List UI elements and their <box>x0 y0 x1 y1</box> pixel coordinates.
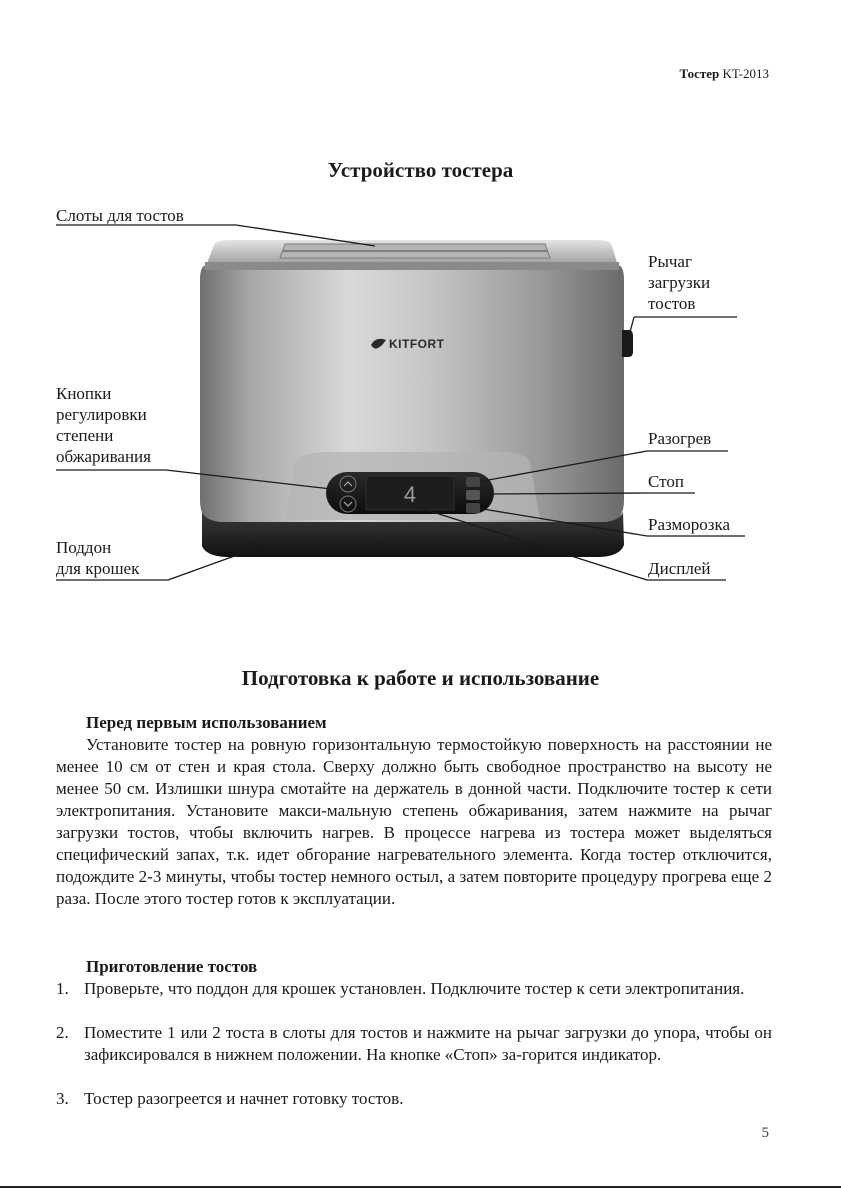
section-title-device: Устройство тостера <box>327 158 514 182</box>
label-slots: Слоты для тостов <box>56 206 184 225</box>
page-number: 5 <box>761 1125 769 1141</box>
list-item: 2. Поместите 1 или 2 тоста в слоты для тостов и нажмите на рычаг загрузки до упора, чтобы он зафиксировался в нижнем положении. На кнопке «Стоп» за-горится индикатор. <box>56 1023 772 1064</box>
list-item: 3. Тостер разогреется и начнет готовку тостов. <box>56 1089 404 1108</box>
defrost-button <box>466 503 480 513</box>
toaster-top-rim <box>205 262 619 270</box>
label-lever: Рычаг загрузки тостов <box>648 252 711 313</box>
label-display: Дисплей <box>648 559 711 578</box>
bottom-rule <box>0 1186 841 1188</box>
label-browning-buttons: Кнопки регулировки степени обжаривания <box>56 384 151 466</box>
header-product: Тостер <box>679 66 720 81</box>
label-stop: Стоп <box>648 472 684 491</box>
label-defrost: Разморозка <box>648 515 730 534</box>
toast-heading: Приготовление тостов <box>86 957 258 976</box>
toast-heading-block <box>56 956 772 978</box>
header-model: KT-2013 <box>722 66 769 81</box>
first-use-text: Установите тостер на ровную горизонтальную термостойкую поверхность на расстоянии не менее 10 см от стен и края стола. Сверху должно быть свободное пространство на высоту не менее 50 см. Излишки шнура смотайте на держатель в донной части. Подключите тостер к сети электропитания. Установите макси-мальную степень обжаривания, затем нажмите на рычаг загрузки тостов, чтобы включить нагрев. В процессе нагрева из тостера может выделяться специфический запах, т.к. идет обгорание нагревательного элемента. Когда тостер отключится, подождите 2-3 минуты, чтобы тостер немного остыл, а затем повторите процедуру прогрева еще 2 раза. После этого тостер готов к эксплуатации. <box>56 735 772 908</box>
stop-button <box>466 490 480 500</box>
label-crumb-tray: Поддон для крошек <box>56 538 140 578</box>
reheat-button <box>466 477 480 487</box>
first-use-heading: Перед первым использованием <box>86 713 327 732</box>
label-reheat: Разогрев <box>648 429 712 448</box>
svg-text:KITFORT: KITFORT <box>389 337 445 351</box>
first-use-block <box>56 712 772 910</box>
list-item: 1. Проверьте, что поддон для крошек установлен. Подключите тостер к сети электропитания. <box>56 979 745 998</box>
display-digit: 4 <box>403 482 417 507</box>
toast-lever <box>622 330 633 357</box>
section-title-usage: Подготовка к работе и использование <box>241 666 600 690</box>
